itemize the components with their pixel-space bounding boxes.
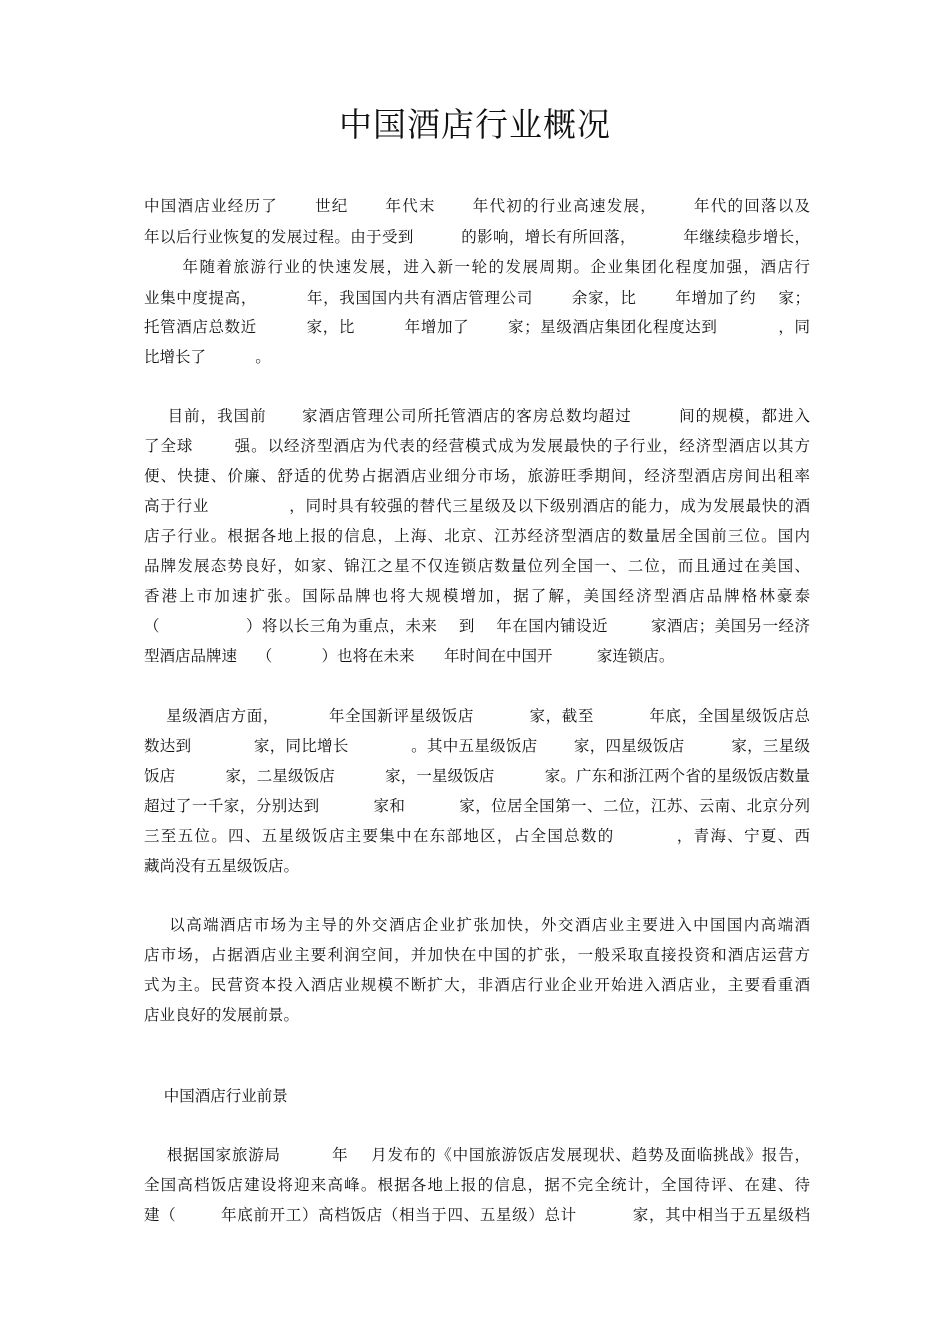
text-line: 数达到 家，同比增长 。其中五星级饭店 家，四星级饭店 家，三星级 xyxy=(144,737,810,755)
text-line: 三至五位。四、五星级饭店主要集中在东部地区，占全国总数的 ，青海、宁夏、西 xyxy=(144,827,810,845)
text-line: 店市场，占据酒店业主要利润空间，并加快在中国的扩张，一般采取直接投资和酒店运营方 xyxy=(144,946,810,964)
text-line: 了全球 强。以经济型酒店为代表的经营模式成为发展最快的子行业，经济型酒店以其方 xyxy=(144,437,810,455)
text-line: 全国高档饭店建设将迎来高峰。根据各地上报的信息，据不完全统计，全国待评、在建、待 xyxy=(144,1176,810,1194)
text-line: 式为主。民营资本投入酒店业规模不断扩大，非酒店行业企业开始进入酒店业，主要看重酒 xyxy=(144,976,810,994)
text-line: 根据国家旅游局 年 月发布的《中国旅游饭店发展现状、趋势及面临挑战》报告， xyxy=(144,1146,810,1164)
text-line: 建（ 年底前开工）高档饭店（相当于四、五星级）总计 家，其中相当于五星级档 xyxy=(144,1206,810,1224)
text-line: （ ）将以长三角为重点，未来 到 年在国内铺设近 家酒店；美国另一经济 xyxy=(144,617,810,635)
text-line: 业集中度提高， 年，我国国内共有酒店管理公司 余家，比 年增加了约 家； xyxy=(144,289,810,307)
text-line: 藏尚没有五星级饭店。 xyxy=(144,857,300,875)
text-line: 饭店 家，二星级饭店 家，一星级饭店 家。广东和浙江两个省的星级饭店数量 xyxy=(144,767,810,785)
text-line: 香港上市加速扩张。国际品牌也将大规模增加，据了解，美国经济型酒店品牌格林豪泰 xyxy=(144,587,810,605)
text-line: 托管酒店总数近 家，比 年增加了 家；星级酒店集团化程度达到 ，同 xyxy=(144,318,810,336)
text-line: 目前，我国前 家酒店管理公司所托管酒店的客房总数均超过 间的规模，都进入 xyxy=(144,407,810,425)
section-heading: 中国酒店行业前景 xyxy=(144,1087,288,1105)
document-title: 中国酒店行业概况 xyxy=(339,105,611,144)
text-line: 年随着旅游行业的快速发展，进入新一轮的发展周期。企业集团化程度加强，酒店行 xyxy=(144,258,810,276)
text-line: 店子行业。根据各地上报的信息，上海、北京、江苏经济型酒店的数量居全国前三位。国内 xyxy=(144,527,810,545)
text-line: 星级酒店方面， 年全国新评星级饭店 家，截至 年底，全国星级饭店总 xyxy=(144,707,810,725)
text-line: 品牌发展态势良好，如家、锦江之星不仅连锁店数量位列全国一、二位，而且通过在美国、 xyxy=(144,557,810,575)
text-line: 店业良好的发展前景。 xyxy=(144,1006,300,1024)
text-line: 比增长了 。 xyxy=(144,348,271,366)
text-line: 以高端酒店市场为主导的外交酒店企业扩张加快，外交酒店业主要进入中国国内高端酒 xyxy=(144,916,810,934)
text-line: 便、快捷、价廉、舒适的优势占据酒店业细分市场，旅游旺季期间，经济型酒店房间出租率 xyxy=(144,467,810,485)
text-line: 年以后行业恢复的发展过程。由于受到 的影响，增长有所回落， 年继续稳步增长， xyxy=(144,228,810,246)
text-line: 中国酒店业经历了 世纪 年代末 年代初的行业高速发展， 年代的回落以及 xyxy=(144,197,810,215)
text-line: 高于行业 ，同时具有较强的替代三星级及以下级别酒店的能力，成为发展最快的酒 xyxy=(144,497,810,515)
text-line: 型酒店品牌速 （ ）也将在未来 年时间在中国开 家连锁店。 xyxy=(144,647,675,665)
text-line: 超过了一千家，分别达到 家和 家，位居全国第一、二位，江苏、云南、北京分列 xyxy=(144,797,810,815)
